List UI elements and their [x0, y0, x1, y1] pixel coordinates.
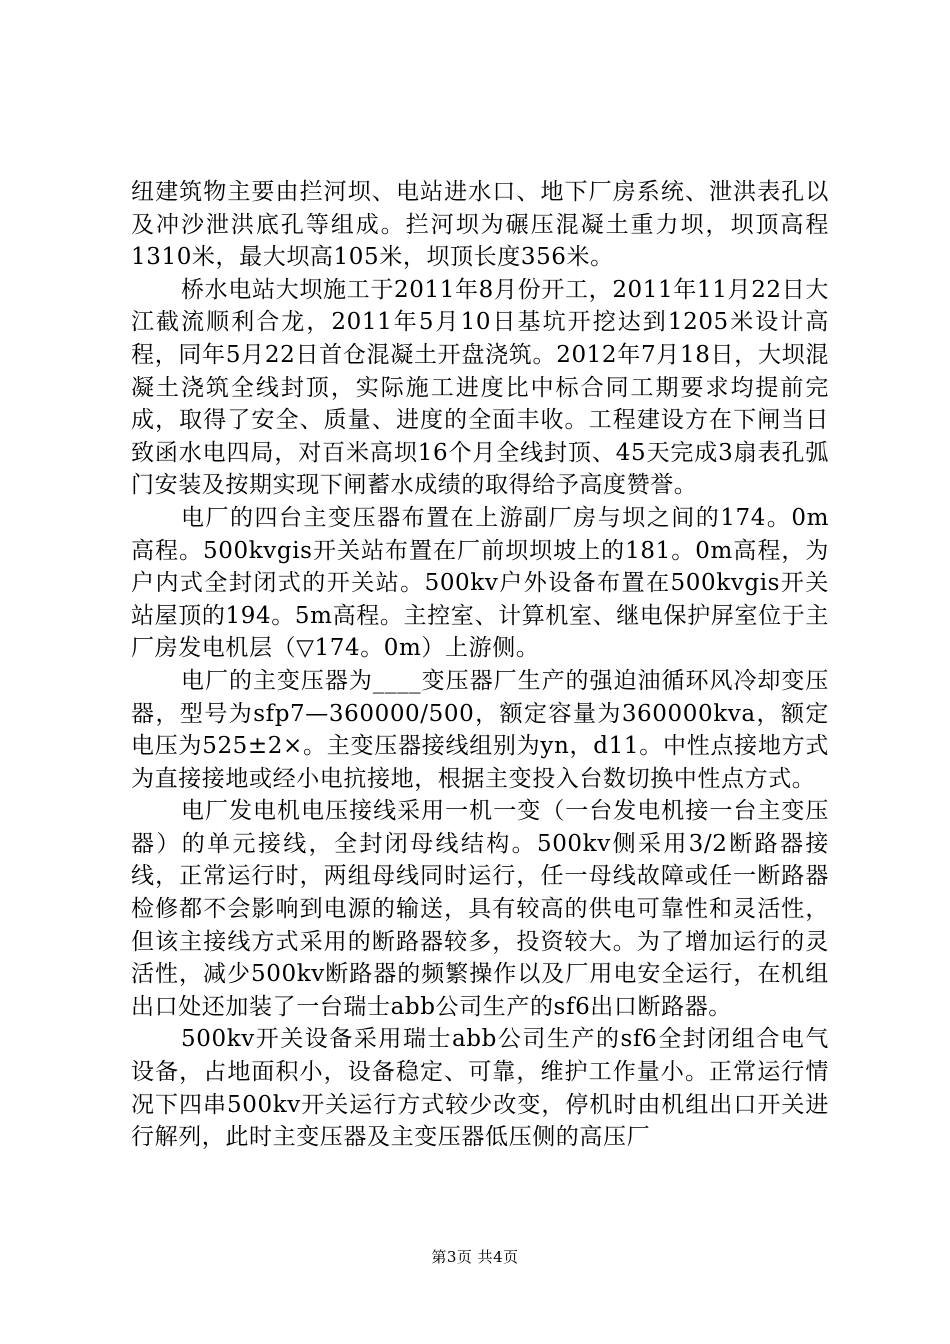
- paragraph-2: 桥水电站大坝施工于2011年8月份开工，2011年11月22日大江截流顺利合龙，2011年5月10日基坑开挖达到1205米设计高程，同年5月22日首仓混凝土开盘浇筑。2012年7月18日，大坝混凝土浇筑全线封顶，实际施工进度比中标合同工期要求均提前完成，取得了安全、质量、进度的全面丰收。工程建设方在下闸当日致函水电四局，对百米高坝16个月全线封顶、45天完成3扇表孔弧门安装及按期实现下闸蓄水成绩的取得给予高度赞誉。: [131, 276, 829, 499]
- paragraph-6: 500kv开关设备采用瑞士abb公司生产的sf6全封闭组合电气设备，占地面积小，设备稳定、可靠，维护工作量小。正常运行情况下四串500kv开关运行方式较少改变，停机时由机组出口开关进行解列，此时主变压器及主变压器低压侧的高压厂: [131, 1026, 829, 1151]
- paragraph-5: 电厂发电机电压接线采用一机一变（一台发电机接一台主变压器）的单元接线，全封闭母线结构。500kv侧采用3/2断路器接线，正常运行时，两组母线同时运行，任一母线故障或任一断路器检修都不会影响到电源的输送，具有较高的供电可靠性和灵活性，但该主接线方式采用的断路器较多，投资较大。为了增加运行的灵活性，减少500kv断路器的频繁操作以及厂用电安全运行，在机组出口处还加装了一台瑞士abb公司生产的sf6出口断路器。: [131, 798, 829, 1020]
- paragraph-4: 电厂的主变压器为____变压器厂生产的强迫油循环风冷却变压器，型号为sfp7—360000/500，额定容量为360000kva，额定电压为525±2×。主变压器接线组别为yn，d11。中性点接地方式为直接接地或经小电抗接地，根据主变投入台数切换中性点方式。: [131, 667, 829, 792]
- page-footer: 第3页 共4页: [431, 1248, 519, 1266]
- paragraph-3: 电厂的四台主变压器布置在上游副厂房与坝之间的174。0m高程。500kvgis开关站布置在厂前坝坝坡上的181。0m高程，为户内式全封闭式的开关站。500kv户外设备布置在500kvgis开关站屋顶的194。5m高程。主控室、计算机室、继电保护屏室位于主厂房发电机层（▽174。0m）上游侧。: [131, 504, 829, 662]
- document-body: [131, 176, 829, 1154]
- paragraph-1: 纽建筑物主要由拦河坝、电站进水口、地下厂房系统、泄洪表孔以及冲沙泄洪底孔等组成。拦河坝为碾压混凝土重力坝，坝顶高程1310米，最大坝高105米，坝顶长度356米。: [131, 179, 829, 271]
